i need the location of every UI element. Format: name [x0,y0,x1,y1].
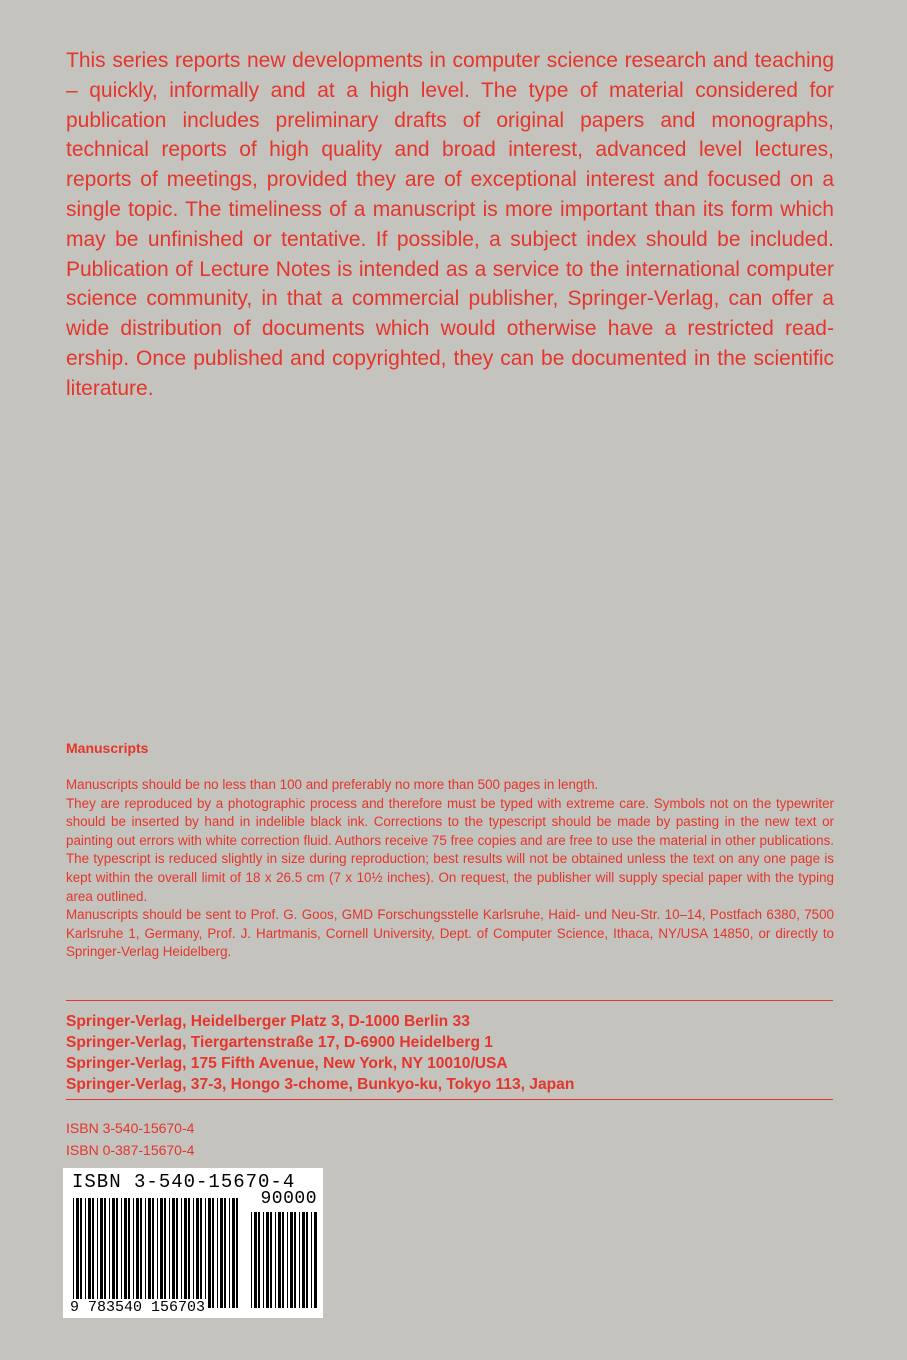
barcode-bar [254,1212,257,1308]
barcode-bar [85,1198,86,1308]
barcode-bar [157,1198,158,1308]
barcode-bar [196,1198,199,1308]
barcode-bar [306,1212,308,1308]
barcode-bar [314,1212,317,1308]
address-new-york: Springer-Verlag, 175 Fifth Avenue, New York, NY 10010/USA [66,1055,508,1072]
barcode-bar [124,1198,127,1308]
manuscripts-typing-paragraph: They are reproduced by a photographic process and therefore must be typed with extreme care. Symbols not on the typewriter should be inserted by hand in indelible black ink. Corrections to the typescript should be made by pasting in the new text or painting out errors with white correction fluid. Authors receive 75 free copies and are free to use the material in other publications. The typescript is reduced slightly in size during reproduction; best results will not be obtained unless the text on any one page is kept within the overall limit of 18 x 26.5 cm (7 x 10½ inches). On request, the publisher will supply special paper with the typing area outlined. [66,795,834,904]
barcode-bar [212,1198,214,1308]
barcode-bar [251,1212,252,1308]
barcode [63,1168,323,1318]
barcode-bar [290,1212,293,1308]
manuscripts-heading: Manuscripts [66,740,149,756]
barcode-bar [100,1198,103,1308]
barcode-bar [76,1198,79,1308]
barcode-bar [116,1198,118,1308]
barcode-bar [266,1212,269,1308]
barcode-bar [160,1198,163,1308]
barcode-bar [311,1212,312,1308]
barcode-bar [217,1198,218,1308]
barcode-bar [140,1198,142,1308]
barcode-bar [263,1212,264,1308]
address-heidelberg: Springer-Verlag, Tiergartenstraße 17, D-6900 Heidelberg 1 [66,1034,493,1051]
barcode-bar [236,1198,238,1308]
isbn-springer-berlin: ISBN 3-540-15670-4 [66,1120,195,1136]
barcode-bar [176,1198,178,1308]
barcode-bar [145,1198,146,1308]
barcode-bar [224,1198,226,1308]
barcode-bar [282,1212,284,1308]
barcode-bar [275,1212,276,1308]
barcode-bar [88,1198,91,1308]
address-tokyo: Springer-Verlag, 37-3, Hongo 3-chome, Bunkyo-ku, Tokyo 113, Japan [66,1076,575,1093]
barcode-isbn-label: ISBN 3-540-15670-4 [72,1171,296,1193]
barcode-bar [172,1198,175,1308]
isbn-springer-new-york: ISBN 0-387-15670-4 [66,1142,195,1158]
barcode-bar [188,1198,190,1308]
barcode-bar [121,1198,122,1308]
address-berlin: Springer-Verlag, Heidelberger Platz 3, D-1000 Berlin 33 [66,1013,470,1030]
barcode-bar [152,1198,154,1308]
barcode-bar [148,1198,151,1308]
barcode-bar [112,1198,115,1308]
barcode-bar [200,1198,202,1308]
series-description: This series reports new developments in computer science research and teaching – quickly, informally and at a high level. The type of material considered for publication includes preliminary drafts of original papers and monographs, technical reports of high quality and broad interest, advanced level lectures, reports of meetings, provided they are of exceptional interest and focused on a single topic. The timeliness of a manuscript is more important than its form which may be unfinished or tentative. If possible, a subject index should be included. Publication of Lecture Notes is intended as a service to the international computer science community, in that a commercial publisher, Springer-Verlag, can offer a wide distribution of documents which would otherwise have a restricted readership. Once published and copyrighted, they can be documented in the scientific literature. [66,49,834,400]
barcode-bar [136,1198,139,1308]
barcode-bar [128,1198,130,1308]
barcode-bar [133,1198,134,1308]
barcode-bar [294,1212,296,1308]
manuscripts-submission-paragraph: Manuscripts should be sent to Prof. G. Goos, GMD Forschungsstelle Karlsruhe, Haid- und Neu-Str. 10–14, Postfach 6380, 7500 Karlsruhe 1, Germany, Prof. J. Hartmanis, Cornell University, Dept. of Computer Science, Ithaca, NY/USA 14850, or directly to Springer-Verlag Heidelberg. [66,907,834,960]
isbn-list [66,1117,194,1161]
publisher-addresses [66,1011,846,1095]
barcode-bar [80,1198,82,1308]
barcode-bar [229,1198,230,1308]
barcode-bar [302,1212,305,1308]
barcode-bar [278,1212,281,1308]
divider-bottom [66,1099,833,1100]
divider-top [66,1000,833,1001]
barcode-bar [109,1198,110,1308]
barcode-addon-digits: 90000 [260,1189,317,1209]
barcode-bar [181,1198,182,1308]
barcode-bar [270,1212,272,1308]
barcode-bar [299,1212,300,1308]
barcode-bar [205,1198,206,1308]
barcode-bar [73,1198,74,1308]
barcode-bar [208,1198,211,1308]
barcode-bar [164,1198,166,1308]
barcode-bar [220,1198,223,1308]
manuscripts-length-paragraph: Manuscripts should be no less than 100 and preferably no more than 500 pages in length. [66,777,599,792]
barcode-bar [287,1212,288,1308]
manuscripts-body [66,776,834,962]
barcode-bar [184,1198,187,1308]
barcode-bar [97,1198,98,1308]
barcode-bar [92,1198,94,1308]
barcode-bar [104,1198,106,1308]
barcode-bar [258,1212,260,1308]
barcode-bar [232,1198,235,1308]
barcode-digits: 9 783540 156703 [70,1299,206,1316]
barcode-bar [169,1198,170,1308]
barcode-bar [193,1198,194,1308]
